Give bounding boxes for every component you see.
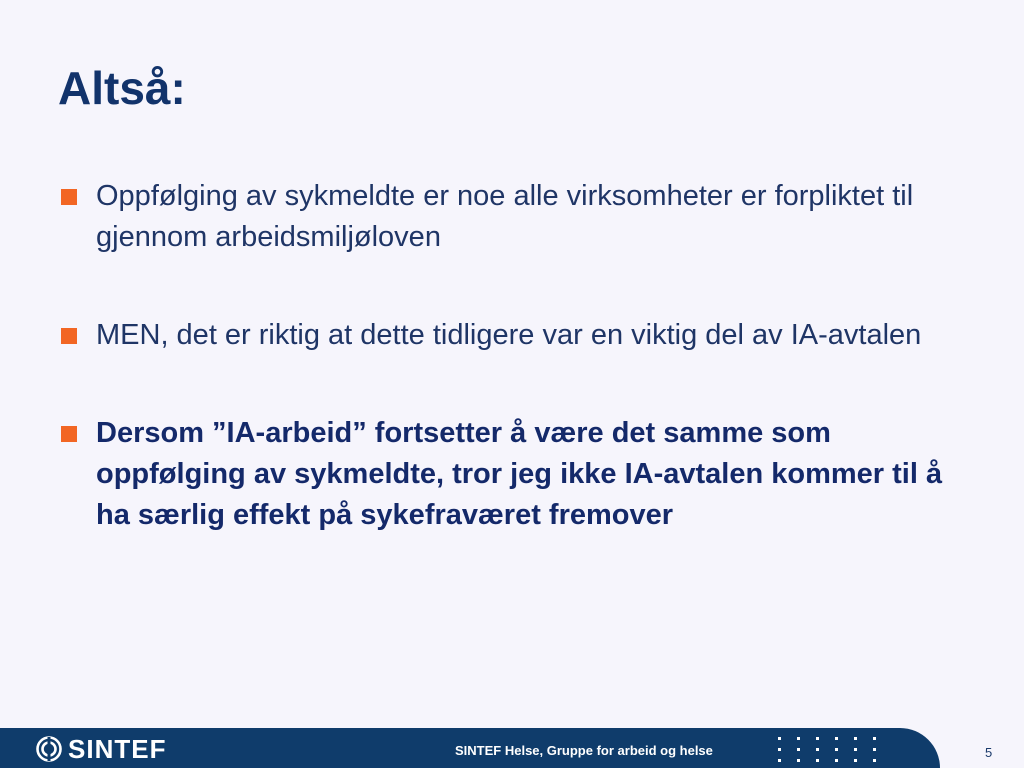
footer-dot — [873, 759, 876, 762]
square-bullet-icon — [61, 328, 77, 344]
square-bullet-icon — [61, 426, 77, 442]
sintef-logo — [36, 735, 166, 763]
footer-dot — [816, 748, 819, 751]
bullet-item-emphasized — [58, 413, 978, 536]
square-bullet-icon — [61, 189, 77, 205]
page-number: 5 — [985, 745, 993, 760]
footer-dot — [873, 748, 876, 751]
footer-dot — [854, 737, 857, 740]
footer-dot — [816, 737, 819, 740]
footer-dot — [797, 759, 800, 762]
footer-dot — [854, 748, 857, 751]
bullet-text: Oppfølging av sykmeldte er noe alle virksomheter er forpliktet til gjennom arbeidsmiljøloven — [96, 180, 914, 253]
bullet-text: MEN, det er riktig at dette tidligere var en viktig del av IA-avtalen — [96, 319, 922, 351]
bullet-list — [58, 176, 978, 536]
bullet-item — [58, 176, 978, 258]
footer-dot — [816, 759, 819, 762]
footer-dot — [778, 737, 781, 740]
footer-department: SINTEF Helse, Gruppe for arbeid og helse — [455, 743, 713, 758]
footer-dot — [778, 759, 781, 762]
footer-dot — [854, 759, 857, 762]
slide-footer — [0, 728, 1024, 768]
footer-dot — [835, 759, 838, 762]
footer-dot — [835, 737, 838, 740]
logo-text: SINTEF — [68, 733, 167, 764]
footer-dot — [778, 748, 781, 751]
sintef-logo-icon — [36, 736, 62, 762]
bullet-text: Dersom ”IA-arbeid” fortsetter å være det samme som oppfølging av sykmeldte, tror jeg ikke IA-avtalen kommer til å ha særlig effekt på sykefraværet fremover — [96, 417, 943, 531]
footer-dot — [797, 737, 800, 740]
footer-dot — [873, 737, 876, 740]
footer-dot — [835, 748, 838, 751]
slide-title: Altså: — [58, 62, 186, 114]
footer-dot — [797, 748, 800, 751]
bullet-item — [58, 315, 978, 356]
decorative-dot-grid-icon — [776, 735, 886, 763]
